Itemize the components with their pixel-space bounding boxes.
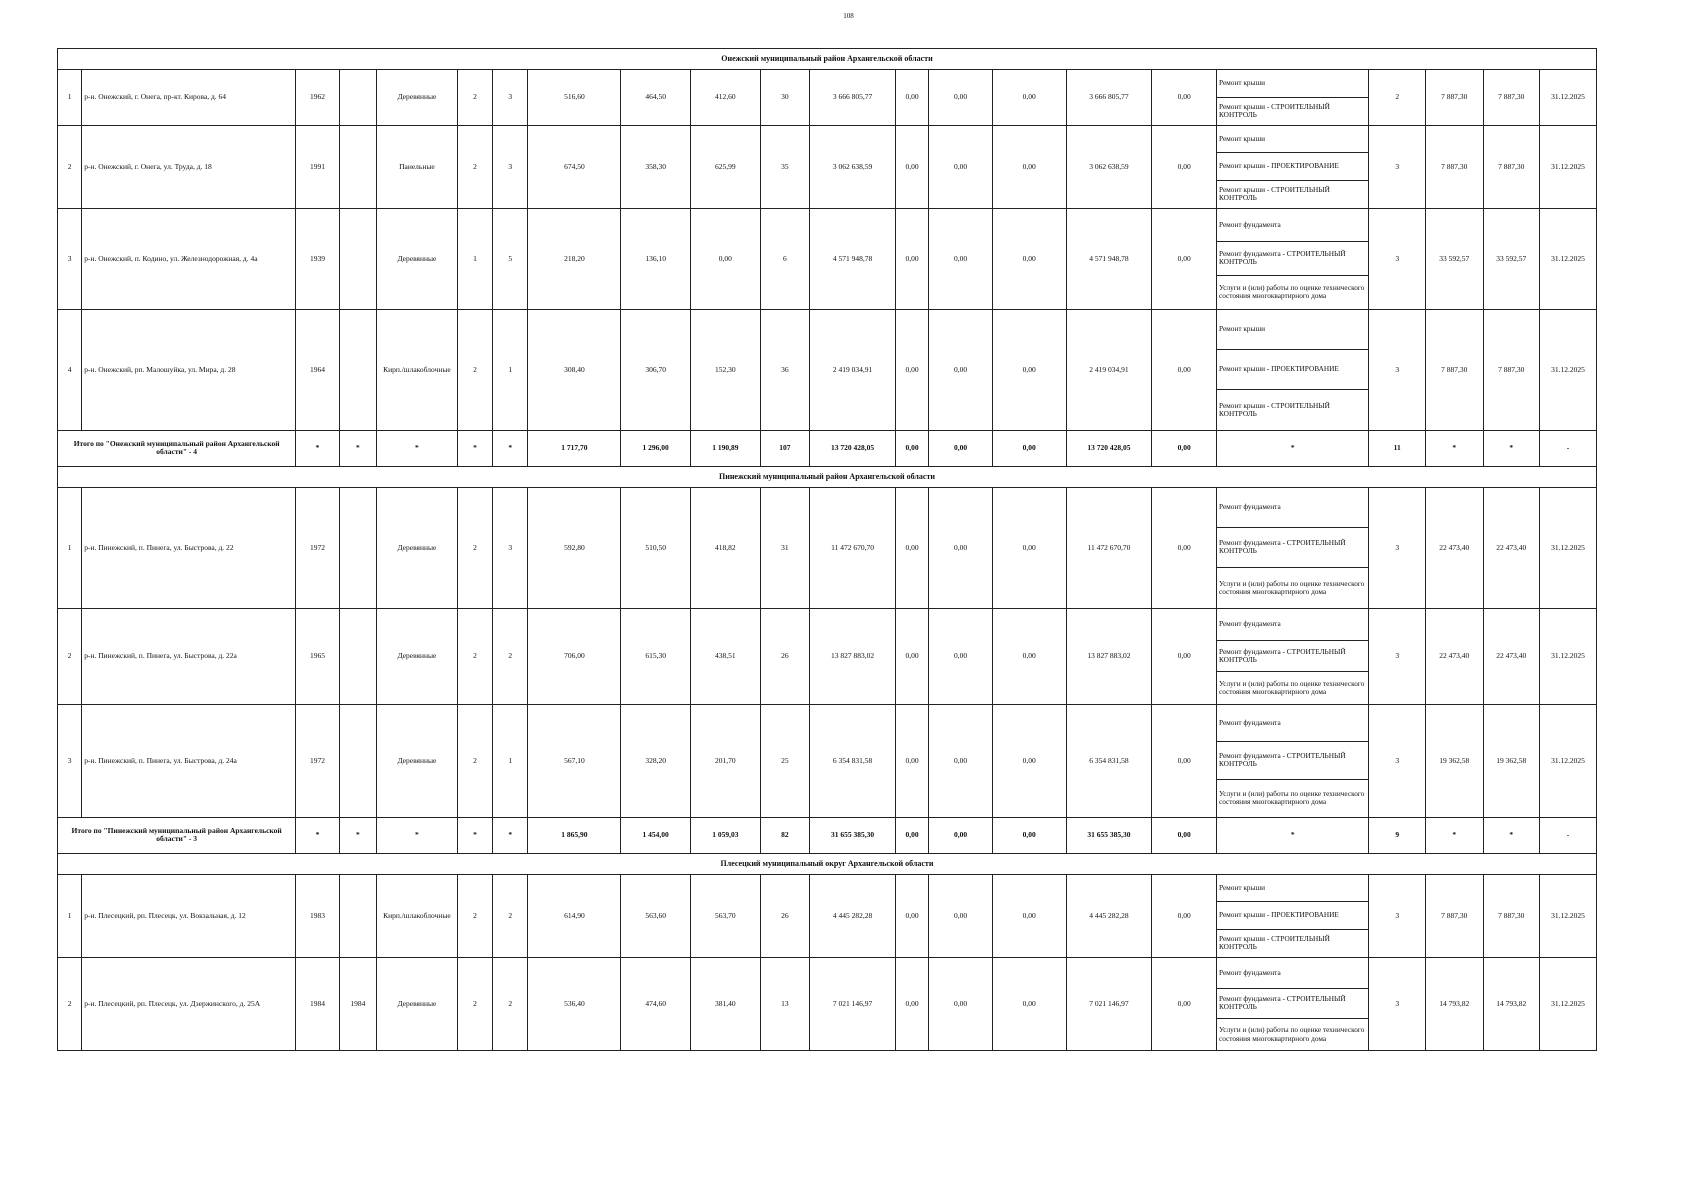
total-area-residential: 1 059,03 — [691, 817, 761, 853]
cell-works-count: 3 — [1369, 874, 1426, 957]
cell-deadline: 31.12.2025 — [1540, 957, 1597, 1050]
total-star: * — [1216, 817, 1368, 853]
total-star: * — [493, 817, 528, 853]
work-item: Ремонт фундамента - СТРОИТЕЛЬНЫЙ КОНТРОЛЬ — [1217, 528, 1368, 568]
cell-deadline: 31.12.2025 — [1540, 126, 1597, 209]
cell-address: р-н. Пинежский, п. Пинега, ул. Быстрова, д. 22 — [82, 487, 296, 608]
work-item: Услуги и (или) работы по оценке технического состояния многоквартирного дома — [1218, 678, 1365, 697]
work-item: Ремонт крыши - ПРОЕКТИРОВАНИЕ — [1217, 350, 1368, 390]
cell-max-cost: 7 887,30 — [1483, 309, 1540, 430]
cell-area-premises: 136,10 — [621, 208, 691, 309]
cell-area-premises: 474,60 — [621, 957, 691, 1050]
total-star: * — [1483, 430, 1540, 466]
cell-area-premises: 510,50 — [621, 487, 691, 608]
cell-unit-cost: 7 887,30 — [1425, 309, 1483, 430]
table-row — [58, 957, 1597, 1050]
cell-num: 3 — [58, 208, 82, 309]
cell-year-recon — [339, 487, 376, 608]
section-title: Онежский муниципальный район Архангельской области — [58, 49, 1597, 70]
cell-fund-fed: 0,00 — [895, 487, 928, 608]
cell-year-recon — [339, 704, 376, 817]
cell-max-cost: 22 473,40 — [1483, 487, 1540, 608]
total-fund-other: 0,00 — [1152, 817, 1217, 853]
cell-unit-cost: 33 592,57 — [1425, 208, 1483, 309]
cell-works-count: 3 — [1369, 309, 1426, 430]
cell-floors: 2 — [457, 309, 492, 430]
total-fund-other: 0,00 — [1152, 430, 1217, 466]
cell-floors: 2 — [457, 874, 492, 957]
cell-works-count: 3 — [1369, 126, 1426, 209]
total-area-residential: 1 190,89 — [691, 430, 761, 466]
cell-cost-total: 11 472 670,70 — [810, 487, 896, 608]
section-header-row — [58, 49, 1597, 70]
work-item: Ремонт крыши - СТРОИТЕЛЬНЫЙ КОНТРОЛЬ — [1218, 400, 1330, 418]
cell-fund-reg: 0,00 — [929, 487, 993, 608]
work-item: Ремонт фундамента — [1217, 209, 1368, 242]
table-row — [58, 608, 1597, 704]
cell-area-residential: 625,99 — [691, 126, 761, 209]
cell-works — [1216, 208, 1368, 309]
cell-works — [1216, 309, 1368, 430]
cell-area-premises: 306,70 — [621, 309, 691, 430]
cell-fund-owners: 13 827 883,02 — [1066, 608, 1152, 704]
cell-floors: 2 — [457, 70, 492, 126]
cell-year-built: 1984 — [296, 957, 339, 1050]
cell-area-premises: 358,30 — [621, 126, 691, 209]
cell-fund-reg: 0,00 — [929, 874, 993, 957]
total-star: * — [1425, 817, 1483, 853]
work-item: Ремонт крыши — [1217, 310, 1368, 350]
cell-deadline: 31.12.2025 — [1540, 309, 1597, 430]
cell-address: р-н. Пинежский, п. Пинега, ул. Быстрова, д. 22а — [82, 608, 296, 704]
cell-entrances: 1 — [493, 704, 528, 817]
cell-fund-reg: 0,00 — [929, 309, 993, 430]
cell-fund-reg: 0,00 — [929, 126, 993, 209]
work-item: Ремонт фундамента — [1217, 705, 1368, 742]
work-item: Услуги и (или) работы по оценке технического состояния многоквартирного дома — [1218, 1025, 1365, 1043]
cell-fund-other: 0,00 — [1152, 608, 1217, 704]
table-row — [58, 208, 1597, 309]
work-item: Ремонт фундамента - СТРОИТЕЛЬНЫЙ КОНТРОЛЬ — [1217, 742, 1368, 779]
cell-residents: 26 — [760, 608, 809, 704]
cell-year-built: 1972 — [296, 704, 339, 817]
cell-floors: 2 — [457, 487, 492, 608]
cell-fund-reg: 0,00 — [929, 957, 993, 1050]
cell-works-count: 3 — [1369, 957, 1426, 1050]
work-item: Ремонт фундамента - СТРОИТЕЛЬНЫЙ КОНТРОЛЬ — [1217, 641, 1368, 673]
cell-fund-other: 0,00 — [1152, 874, 1217, 957]
total-star: * — [339, 817, 376, 853]
cell-entrances: 2 — [493, 957, 528, 1050]
total-fund-owners: 31 655 385,30 — [1066, 817, 1152, 853]
total-area-premises: 1 296,00 — [621, 430, 691, 466]
total-area-premises: 1 454,00 — [621, 817, 691, 853]
cell-address: р-н. Онежский, г. Онега, ул. Труда, д. 18 — [82, 126, 296, 209]
cell-fund-mun: 0,00 — [992, 608, 1066, 704]
total-residents: 107 — [760, 430, 809, 466]
cell-num: 4 — [58, 309, 82, 430]
total-star: * — [377, 430, 458, 466]
total-fund-owners: 13 720 428,05 — [1066, 430, 1152, 466]
cell-area-premises: 328,20 — [621, 704, 691, 817]
work-item: Ремонт фундамента — [1217, 488, 1368, 528]
cell-works-count: 2 — [1369, 70, 1426, 126]
work-item: Ремонт крыши - СТРОИТЕЛЬНЫЙ КОНТРОЛЬ — [1218, 101, 1330, 120]
cell-residents: 36 — [760, 309, 809, 430]
total-residents: 82 — [760, 817, 809, 853]
cell-area-residential: 563,70 — [691, 874, 761, 957]
total-label: Итого по "Онежский муниципальный район Архангельской области" - 4 — [58, 430, 296, 466]
cell-area-premises: 464,50 — [621, 70, 691, 126]
cell-total-area: 516,60 — [528, 70, 621, 126]
cell-residents: 31 — [760, 487, 809, 608]
cell-max-cost: 33 592,57 — [1483, 208, 1540, 309]
cell-fund-owners: 3 666 805,77 — [1066, 70, 1152, 126]
cell-fund-owners: 3 062 638,59 — [1066, 126, 1152, 209]
cell-fund-mun: 0,00 — [992, 126, 1066, 209]
work-item: Ремонт крыши - ПРОЕКТИРОВАНИЕ — [1217, 153, 1368, 180]
cell-fund-fed: 0,00 — [895, 208, 928, 309]
cell-cost-total: 6 354 831,58 — [810, 704, 896, 817]
cell-works — [1216, 704, 1368, 817]
cell-fund-mun: 0,00 — [992, 487, 1066, 608]
cell-floors: 2 — [457, 608, 492, 704]
cell-fund-owners: 4 445 282,28 — [1066, 874, 1152, 957]
total-fund-fed: 0,00 — [895, 430, 928, 466]
cell-fund-other: 0,00 — [1152, 487, 1217, 608]
cell-unit-cost: 22 473,40 — [1425, 608, 1483, 704]
cell-cost-total: 2 419 034,91 — [810, 309, 896, 430]
cell-total-area: 536,40 — [528, 957, 621, 1050]
cell-deadline: 31.12.2025 — [1540, 487, 1597, 608]
cell-fund-other: 0,00 — [1152, 208, 1217, 309]
cell-entrances: 2 — [493, 608, 528, 704]
cell-year-recon: 1984 — [339, 957, 376, 1050]
cell-max-cost: 14 793,82 — [1483, 957, 1540, 1050]
cell-year-recon — [339, 126, 376, 209]
section-title: Пинежский муниципальный район Архангельской области — [58, 466, 1597, 487]
cell-floors: 2 — [457, 957, 492, 1050]
total-star: * — [296, 430, 339, 466]
cell-year-built: 1991 — [296, 126, 339, 209]
total-star: * — [493, 430, 528, 466]
cell-total-area: 218,20 — [528, 208, 621, 309]
cell-num: 1 — [58, 70, 82, 126]
cell-num: 2 — [58, 608, 82, 704]
cell-unit-cost: 14 793,82 — [1425, 957, 1483, 1050]
housing-register-table — [57, 48, 1597, 1051]
cell-entrances: 5 — [493, 208, 528, 309]
cell-unit-cost: 7 887,30 — [1425, 126, 1483, 209]
cell-entrances: 3 — [493, 126, 528, 209]
work-item: Услуги и (или) работы по оценке технического состояния многоквартирного дома — [1218, 788, 1365, 807]
table-row — [58, 70, 1597, 126]
cell-address: р-н. Пинежский, п. Пинега, ул. Быстрова, д. 24а — [82, 704, 296, 817]
work-item: Ремонт крыши — [1217, 126, 1368, 153]
cell-year-recon — [339, 208, 376, 309]
cell-walls: Деревянные — [377, 487, 458, 608]
cell-walls: Деревянные — [377, 208, 458, 309]
cell-area-residential: 152,30 — [691, 309, 761, 430]
cell-fund-other: 0,00 — [1152, 309, 1217, 430]
cell-walls: Деревянные — [377, 957, 458, 1050]
cell-area-residential: 201,70 — [691, 704, 761, 817]
work-item: Ремонт крыши — [1217, 70, 1368, 98]
total-star: * — [1216, 430, 1368, 466]
table-row — [58, 487, 1597, 608]
cell-area-residential: 0,00 — [691, 208, 761, 309]
cell-address: р-н. Онежский, рп. Малошуйка, ул. Мира, д. 28 — [82, 309, 296, 430]
section-total-row — [58, 817, 1597, 853]
cell-fund-reg: 0,00 — [929, 208, 993, 309]
total-star: * — [296, 817, 339, 853]
cell-num: 1 — [58, 874, 82, 957]
cell-num: 2 — [58, 126, 82, 209]
section-title: Плесецкий муниципальный округ Архангельской области — [58, 853, 1597, 874]
cell-floors: 2 — [457, 704, 492, 817]
table-row — [58, 704, 1597, 817]
cell-deadline: 31.12.2025 — [1540, 70, 1597, 126]
cell-residents: 26 — [760, 874, 809, 957]
cell-area-premises: 615,30 — [621, 608, 691, 704]
cell-deadline: 31.12.2025 — [1540, 874, 1597, 957]
cell-fund-owners: 2 419 034,91 — [1066, 309, 1152, 430]
cell-max-cost: 19 362,58 — [1483, 704, 1540, 817]
cell-max-cost: 7 887,30 — [1483, 874, 1540, 957]
total-fund-reg: 0,00 — [929, 817, 993, 853]
total-fund-mun: 0,00 — [992, 817, 1066, 853]
cell-entrances: 3 — [493, 487, 528, 608]
total-label: Итого по "Пинежский муниципальный район Архангельской области" - 3 — [58, 817, 296, 853]
cell-area-residential: 381,40 — [691, 957, 761, 1050]
cell-unit-cost: 7 887,30 — [1425, 874, 1483, 957]
cell-total-area: 674,50 — [528, 126, 621, 209]
cell-year-recon — [339, 874, 376, 957]
total-cost-total: 13 720 428,05 — [810, 430, 896, 466]
cell-cost-total: 4 571 948,78 — [810, 208, 896, 309]
cell-area-premises: 563,60 — [621, 874, 691, 957]
cell-year-built: 1983 — [296, 874, 339, 957]
total-total-area: 1 865,90 — [528, 817, 621, 853]
cell-address: р-н. Плесецкий, рп. Плесецк, ул. Вокзальная, д. 12 — [82, 874, 296, 957]
cell-walls: Деревянные — [377, 608, 458, 704]
cell-residents: 35 — [760, 126, 809, 209]
total-cost-total: 31 655 385,30 — [810, 817, 896, 853]
cell-deadline: 31.12.2025 — [1540, 208, 1597, 309]
total-fund-fed: 0,00 — [895, 817, 928, 853]
cell-num: 3 — [58, 704, 82, 817]
cell-floors: 1 — [457, 208, 492, 309]
cell-works-count: 3 — [1369, 208, 1426, 309]
total-fund-reg: 0,00 — [929, 430, 993, 466]
section-header-row — [58, 853, 1597, 874]
section-total-row — [58, 430, 1597, 466]
cell-year-built: 1939 — [296, 208, 339, 309]
work-item: Ремонт крыши - СТРОИТЕЛЬНЫЙ КОНТРОЛЬ — [1218, 184, 1330, 203]
cell-walls: Кирп./шлакоблочные — [377, 309, 458, 430]
cell-fund-fed: 0,00 — [895, 957, 928, 1050]
cell-works — [1216, 874, 1368, 957]
cell-year-built: 1965 — [296, 608, 339, 704]
work-item: Ремонт крыши - СТРОИТЕЛЬНЫЙ КОНТРОЛЬ — [1218, 933, 1330, 952]
total-star: * — [1483, 817, 1540, 853]
cell-total-area: 706,00 — [528, 608, 621, 704]
cell-fund-reg: 0,00 — [929, 704, 993, 817]
cell-floors: 2 — [457, 126, 492, 209]
work-item: Ремонт крыши — [1217, 875, 1368, 902]
cell-residents: 25 — [760, 704, 809, 817]
total-fund-mun: 0,00 — [992, 430, 1066, 466]
cell-fund-mun: 0,00 — [992, 70, 1066, 126]
cell-fund-owners: 7 021 146,97 — [1066, 957, 1152, 1050]
cell-cost-total: 7 021 146,97 — [810, 957, 896, 1050]
cell-fund-mun: 0,00 — [992, 208, 1066, 309]
cell-total-area: 308,40 — [528, 309, 621, 430]
cell-total-area: 614,90 — [528, 874, 621, 957]
work-item: Услуги и (или) работы по оценке технического состояния многоквартирного дома — [1218, 282, 1365, 301]
cell-walls: Панельные — [377, 126, 458, 209]
total-dash: - — [1540, 430, 1597, 466]
cell-works — [1216, 487, 1368, 608]
table-row — [58, 126, 1597, 209]
cell-residents: 30 — [760, 70, 809, 126]
cell-fund-other: 0,00 — [1152, 957, 1217, 1050]
cell-fund-owners: 4 571 948,78 — [1066, 208, 1152, 309]
work-item: Ремонт фундамента — [1217, 609, 1368, 641]
cell-works — [1216, 126, 1368, 209]
work-item: Ремонт фундамента - СТРОИТЕЛЬНЫЙ КОНТРОЛЬ — [1217, 242, 1368, 275]
cell-fund-mun: 0,00 — [992, 309, 1066, 430]
cell-unit-cost: 7 887,30 — [1425, 70, 1483, 126]
section-header-row — [58, 466, 1597, 487]
cell-cost-total: 4 445 282,28 — [810, 874, 896, 957]
cell-walls: Кирп./шлакоблочные — [377, 874, 458, 957]
cell-year-recon — [339, 309, 376, 430]
cell-year-recon — [339, 70, 376, 126]
cell-deadline: 31.12.2025 — [1540, 704, 1597, 817]
work-item: Ремонт крыши - ПРОЕКТИРОВАНИЕ — [1217, 902, 1368, 929]
cell-fund-other: 0,00 — [1152, 70, 1217, 126]
total-star: * — [457, 817, 492, 853]
cell-total-area: 592,80 — [528, 487, 621, 608]
cell-area-residential: 412,60 — [691, 70, 761, 126]
total-star: * — [457, 430, 492, 466]
cell-works — [1216, 70, 1368, 126]
cell-cost-total: 3 062 638,59 — [810, 126, 896, 209]
cell-works-count: 3 — [1369, 608, 1426, 704]
cell-year-built: 1972 — [296, 487, 339, 608]
cell-year-recon — [339, 608, 376, 704]
cell-max-cost: 22 473,40 — [1483, 608, 1540, 704]
table-body — [58, 49, 1597, 1051]
cell-residents: 6 — [760, 208, 809, 309]
cell-unit-cost: 22 473,40 — [1425, 487, 1483, 608]
cell-unit-cost: 19 362,58 — [1425, 704, 1483, 817]
cell-works — [1216, 957, 1368, 1050]
cell-fund-fed: 0,00 — [895, 70, 928, 126]
work-item: Услуги и (или) работы по оценке технического состояния многоквартирного дома — [1218, 578, 1365, 596]
cell-address: р-н. Плесецкий, рп. Плесецк, ул. Дзержинского, д. 25А — [82, 957, 296, 1050]
cell-year-built: 1962 — [296, 70, 339, 126]
cell-fund-owners: 11 472 670,70 — [1066, 487, 1152, 608]
cell-fund-mun: 0,00 — [992, 874, 1066, 957]
cell-works-count: 3 — [1369, 487, 1426, 608]
cell-fund-owners: 6 354 831,58 — [1066, 704, 1152, 817]
cell-address: р-н. Онежский, п. Кодино, ул. Железнодорожная, д. 4а — [82, 208, 296, 309]
cell-fund-fed: 0,00 — [895, 309, 928, 430]
cell-fund-other: 0,00 — [1152, 126, 1217, 209]
cell-year-built: 1964 — [296, 309, 339, 430]
cell-residents: 13 — [760, 957, 809, 1050]
cell-fund-fed: 0,00 — [895, 126, 928, 209]
total-star: * — [1425, 430, 1483, 466]
cell-address: р-н. Онежский, г. Онега, пр-кт. Кирова, д. 64 — [82, 70, 296, 126]
work-item: Ремонт фундамента — [1217, 958, 1368, 989]
total-dash: - — [1540, 817, 1597, 853]
cell-max-cost: 7 887,30 — [1483, 70, 1540, 126]
cell-cost-total: 3 666 805,77 — [810, 70, 896, 126]
cell-num: 2 — [58, 957, 82, 1050]
total-star: * — [377, 817, 458, 853]
page-number: 108 — [843, 12, 854, 20]
cell-entrances: 1 — [493, 309, 528, 430]
work-item: Ремонт фундамента - СТРОИТЕЛЬНЫЙ КОНТРОЛЬ — [1217, 989, 1368, 1020]
cell-fund-mun: 0,00 — [992, 957, 1066, 1050]
cell-works — [1216, 608, 1368, 704]
cell-entrances: 2 — [493, 874, 528, 957]
total-star: * — [339, 430, 376, 466]
cell-entrances: 3 — [493, 70, 528, 126]
cell-deadline: 31.12.2025 — [1540, 608, 1597, 704]
total-total-area: 1 717,70 — [528, 430, 621, 466]
total-works-count: 9 — [1369, 817, 1426, 853]
cell-fund-fed: 0,00 — [895, 874, 928, 957]
table-row — [58, 309, 1597, 430]
table-row — [58, 874, 1597, 957]
cell-fund-fed: 0,00 — [895, 608, 928, 704]
cell-total-area: 567,10 — [528, 704, 621, 817]
cell-walls: Деревянные — [377, 704, 458, 817]
cell-works-count: 3 — [1369, 704, 1426, 817]
cell-cost-total: 13 827 883,02 — [810, 608, 896, 704]
cell-area-residential: 418,82 — [691, 487, 761, 608]
cell-fund-mun: 0,00 — [992, 704, 1066, 817]
cell-max-cost: 7 887,30 — [1483, 126, 1540, 209]
cell-area-residential: 438,51 — [691, 608, 761, 704]
cell-fund-other: 0,00 — [1152, 704, 1217, 817]
cell-num: 1 — [58, 487, 82, 608]
total-works-count: 11 — [1369, 430, 1426, 466]
cell-fund-fed: 0,00 — [895, 704, 928, 817]
cell-walls: Деревянные — [377, 70, 458, 126]
cell-fund-reg: 0,00 — [929, 70, 993, 126]
cell-fund-reg: 0,00 — [929, 608, 993, 704]
